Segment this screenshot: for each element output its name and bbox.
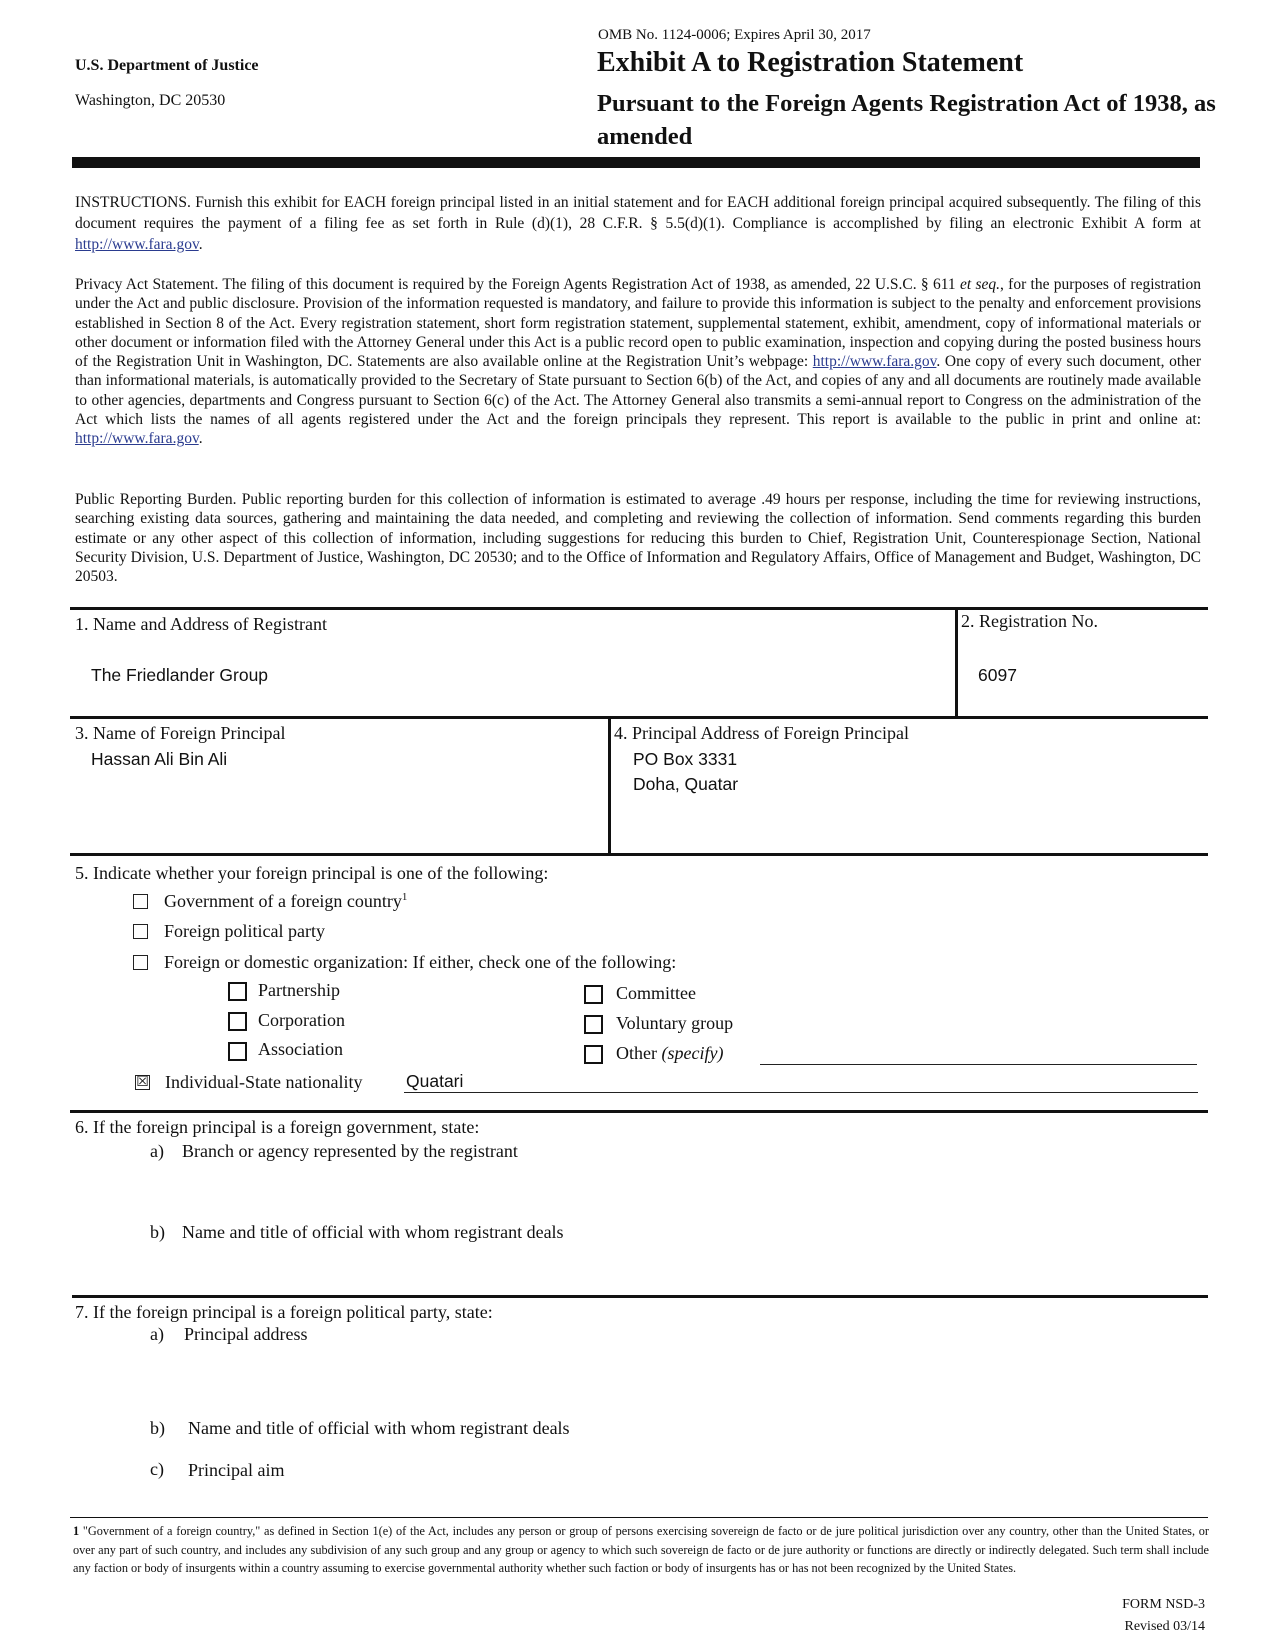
department-name: U.S. Department of Justice — [75, 57, 259, 74]
other-specify-text: (specify) — [661, 1043, 724, 1063]
committee-checkbox[interactable] — [584, 985, 603, 1004]
other-text: Other — [616, 1043, 657, 1063]
organization-option-label: Foreign or domestic organization: If either, check one of the following: — [164, 952, 677, 972]
section-rule — [72, 1295, 1208, 1298]
privacy-text-3: . One copy of every such document, other than informational materials, is automatically provided to the Secretary of State pursuant to Section 6(b) of the Act, and copies of any and all documents are routinely made available to other agencies, departments and Congress pursuant to Section 6(c) of the Act. The Attorney General also transmits a semi-annual report to Congress on the administration of the Act which lists the names of all agents registered under the Act and the foreign principals they represent. This report is available to the public in print and online at: — [75, 353, 1201, 429]
item7-b-marker: b) — [150, 1418, 165, 1438]
reporting-burden-paragraph: Public Reporting Burden. Public reporting burden for this collection of information is estimated to average .49 hours per response, including the time for reviewing instructions, searching existing data sources, gathering and maintaining the data needed, and completing and reviewing the collection of information. Send comments regarding this burden estimate or any other aspect of this collection of information, including suggestions for reducing this burden to Chief, Registration Unit, Counterespionage Section, National Security Division, U.S. Department of Justice, Washington, DC 20530; and to the Office of Information and Regulatory Affairs, Office of Management and Budget, Washington, DC 20503. — [75, 491, 1201, 586]
registration-number-field[interactable]: 6097 — [978, 665, 1017, 685]
organization-checkbox[interactable] — [133, 955, 148, 970]
privacy-end: . — [198, 430, 203, 448]
footnote-marker: 1 — [401, 891, 408, 903]
corporation-checkbox[interactable] — [228, 1012, 247, 1031]
political-party-checkbox[interactable] — [133, 924, 148, 939]
section-rule — [70, 716, 1208, 719]
footnote-number: 1 — [73, 1524, 80, 1538]
privacy-act-paragraph — [75, 275, 1201, 449]
government-text: Government of a foreign country — [164, 891, 402, 911]
item7-b-label: Name and title of official with whom registrant deals — [188, 1418, 570, 1438]
department-city: Washington, DC 20530 — [75, 92, 226, 109]
voluntary-group-checkbox[interactable] — [584, 1015, 603, 1034]
association-checkbox[interactable] — [228, 1042, 247, 1061]
association-label: Association — [258, 1039, 343, 1059]
instructions-text: INSTRUCTIONS. Furnish this exhibit for EACH foreign principal listed in an initial statement and for EACH additional foreign principal acquired subsequently. The filing of this document requires the payment of a filing fee as set forth in Rule (d)(1), 28 C.F.R. § 5.5(d)(1). Compliance is accomplished by filing an electronic Exhibit A form at — [75, 194, 1201, 232]
item7-c-marker: c) — [150, 1459, 164, 1479]
government-option-label — [164, 891, 407, 912]
section-rule — [70, 853, 1208, 856]
principal-address-line1[interactable]: PO Box 3331 — [633, 749, 738, 769]
other-label — [616, 1043, 723, 1064]
government-checkbox[interactable] — [133, 894, 148, 909]
item6-b-label: Name and title of official with whom registrant deals — [182, 1222, 564, 1242]
political-party-option-label: Foreign political party — [164, 921, 325, 941]
individual-checkbox[interactable] — [135, 1075, 150, 1090]
fara-link[interactable]: http://www.fara.gov — [812, 353, 937, 371]
privacy-text-2: , for the purposes of registration under the Act and public disclosure. Provision of the information requested is mandatory, and failure to provide this information is subject to the penalty and enforcement provisions established in Section 8 of the Act. Every registration statement, short form registration statement, supplemental statement, exhibit, amendment, copy of informational materials or other document or information filed with the Attorney General under this Act is a public record open to public examination, inspection and copying during the posted business hours of the Registration Unit in Washington, DC. Statements are also available online at the Registration Unit’s webpage: — [75, 276, 1201, 371]
footnote-text: "Government of a foreign country," as defined in Section 1(e) of the Act, includes any person or group of persons exercising sovereign de facto or de jure political jurisdiction over any country, other than the United States, or over any part of such country, and includes any subdivision of any such group and any group or agency to which such sovereign de facto or de jure authority or functions are directly or indirectly delegated. Such term shall include any faction or body of insurgents within a country assuming to exercise governmental authority whether such faction or body of insurgents has or has not been recognized by the United States. — [73, 1524, 1209, 1575]
form-number-block — [1122, 1594, 1205, 1638]
footnote — [73, 1522, 1209, 1578]
item1-label: 1. Name and Address of Registrant — [75, 614, 327, 634]
registrant-name-field[interactable]: The Friedlander Group — [91, 665, 269, 685]
partnership-label: Partnership — [258, 980, 340, 1000]
form-subtitle: Pursuant to the Foreign Agents Registration Act of 1938, as amended — [597, 90, 1216, 150]
fara-link[interactable]: http://www.fara.gov — [75, 236, 199, 253]
item7-c-label: Principal aim — [188, 1460, 285, 1480]
item2-label: 2. Registration No. — [961, 611, 1098, 631]
privacy-italic: et seq. — [959, 276, 1000, 293]
item6-a-marker: a) — [150, 1141, 164, 1161]
section-rule — [70, 1110, 1208, 1113]
item3-label: 3. Name of Foreign Principal — [75, 723, 286, 743]
other-checkbox[interactable] — [584, 1045, 603, 1064]
item7-a-label: Principal address — [184, 1324, 308, 1344]
form-revision: Revised 03/14 — [1124, 1619, 1205, 1634]
section-divider — [608, 716, 611, 854]
partnership-checkbox[interactable] — [228, 982, 247, 1001]
form-title: Exhibit A to Registration Statement — [597, 47, 1024, 78]
item6-a-label: Branch or agency represented by the registrant — [182, 1141, 518, 1161]
other-specify-field[interactable] — [760, 1064, 1197, 1065]
section-divider — [955, 607, 958, 717]
nationality-field-line — [404, 1092, 1198, 1093]
privacy-text-1: Privacy Act Statement. The filing of this document is required by the Foreign Agents Registration Act of 1938, as amended, 22 U.S.C. § 611 — [75, 276, 960, 293]
item5-label: 5. Indicate whether your foreign principal is one of the following: — [75, 863, 549, 883]
foreign-principal-name-field[interactable]: Hassan Ali Bin Ali — [91, 749, 228, 769]
individual-option-label: Individual-State nationality — [165, 1072, 363, 1092]
section-rule — [70, 607, 1208, 610]
item7-a-marker: a) — [150, 1324, 164, 1344]
instructions-end: . — [198, 236, 203, 253]
item4-label: 4. Principal Address of Foreign Principal — [614, 723, 909, 743]
omb-number: OMB No. 1124-0006; Expires April 30, 2017 — [598, 27, 871, 43]
corporation-label: Corporation — [258, 1010, 345, 1030]
header-rule — [72, 157, 1200, 168]
instructions-paragraph — [75, 192, 1201, 255]
fara-link[interactable]: http://www.fara.gov — [75, 430, 199, 448]
item6-label: 6. If the foreign principal is a foreign government, state: — [75, 1117, 480, 1137]
principal-address-line2[interactable]: Doha, Quatar — [633, 774, 739, 794]
voluntary-group-label: Voluntary group — [616, 1013, 734, 1033]
form-number: FORM NSD-3 — [1122, 1597, 1205, 1612]
check-mark-icon: ☒ — [136, 1074, 149, 1090]
item7-label: 7. If the foreign principal is a foreign political party, state: — [75, 1302, 493, 1322]
committee-label: Committee — [616, 983, 696, 1003]
item6-b-marker: b) — [150, 1222, 165, 1242]
nationality-field[interactable]: Quatari — [406, 1071, 464, 1091]
footnote-rule — [70, 1517, 1208, 1518]
